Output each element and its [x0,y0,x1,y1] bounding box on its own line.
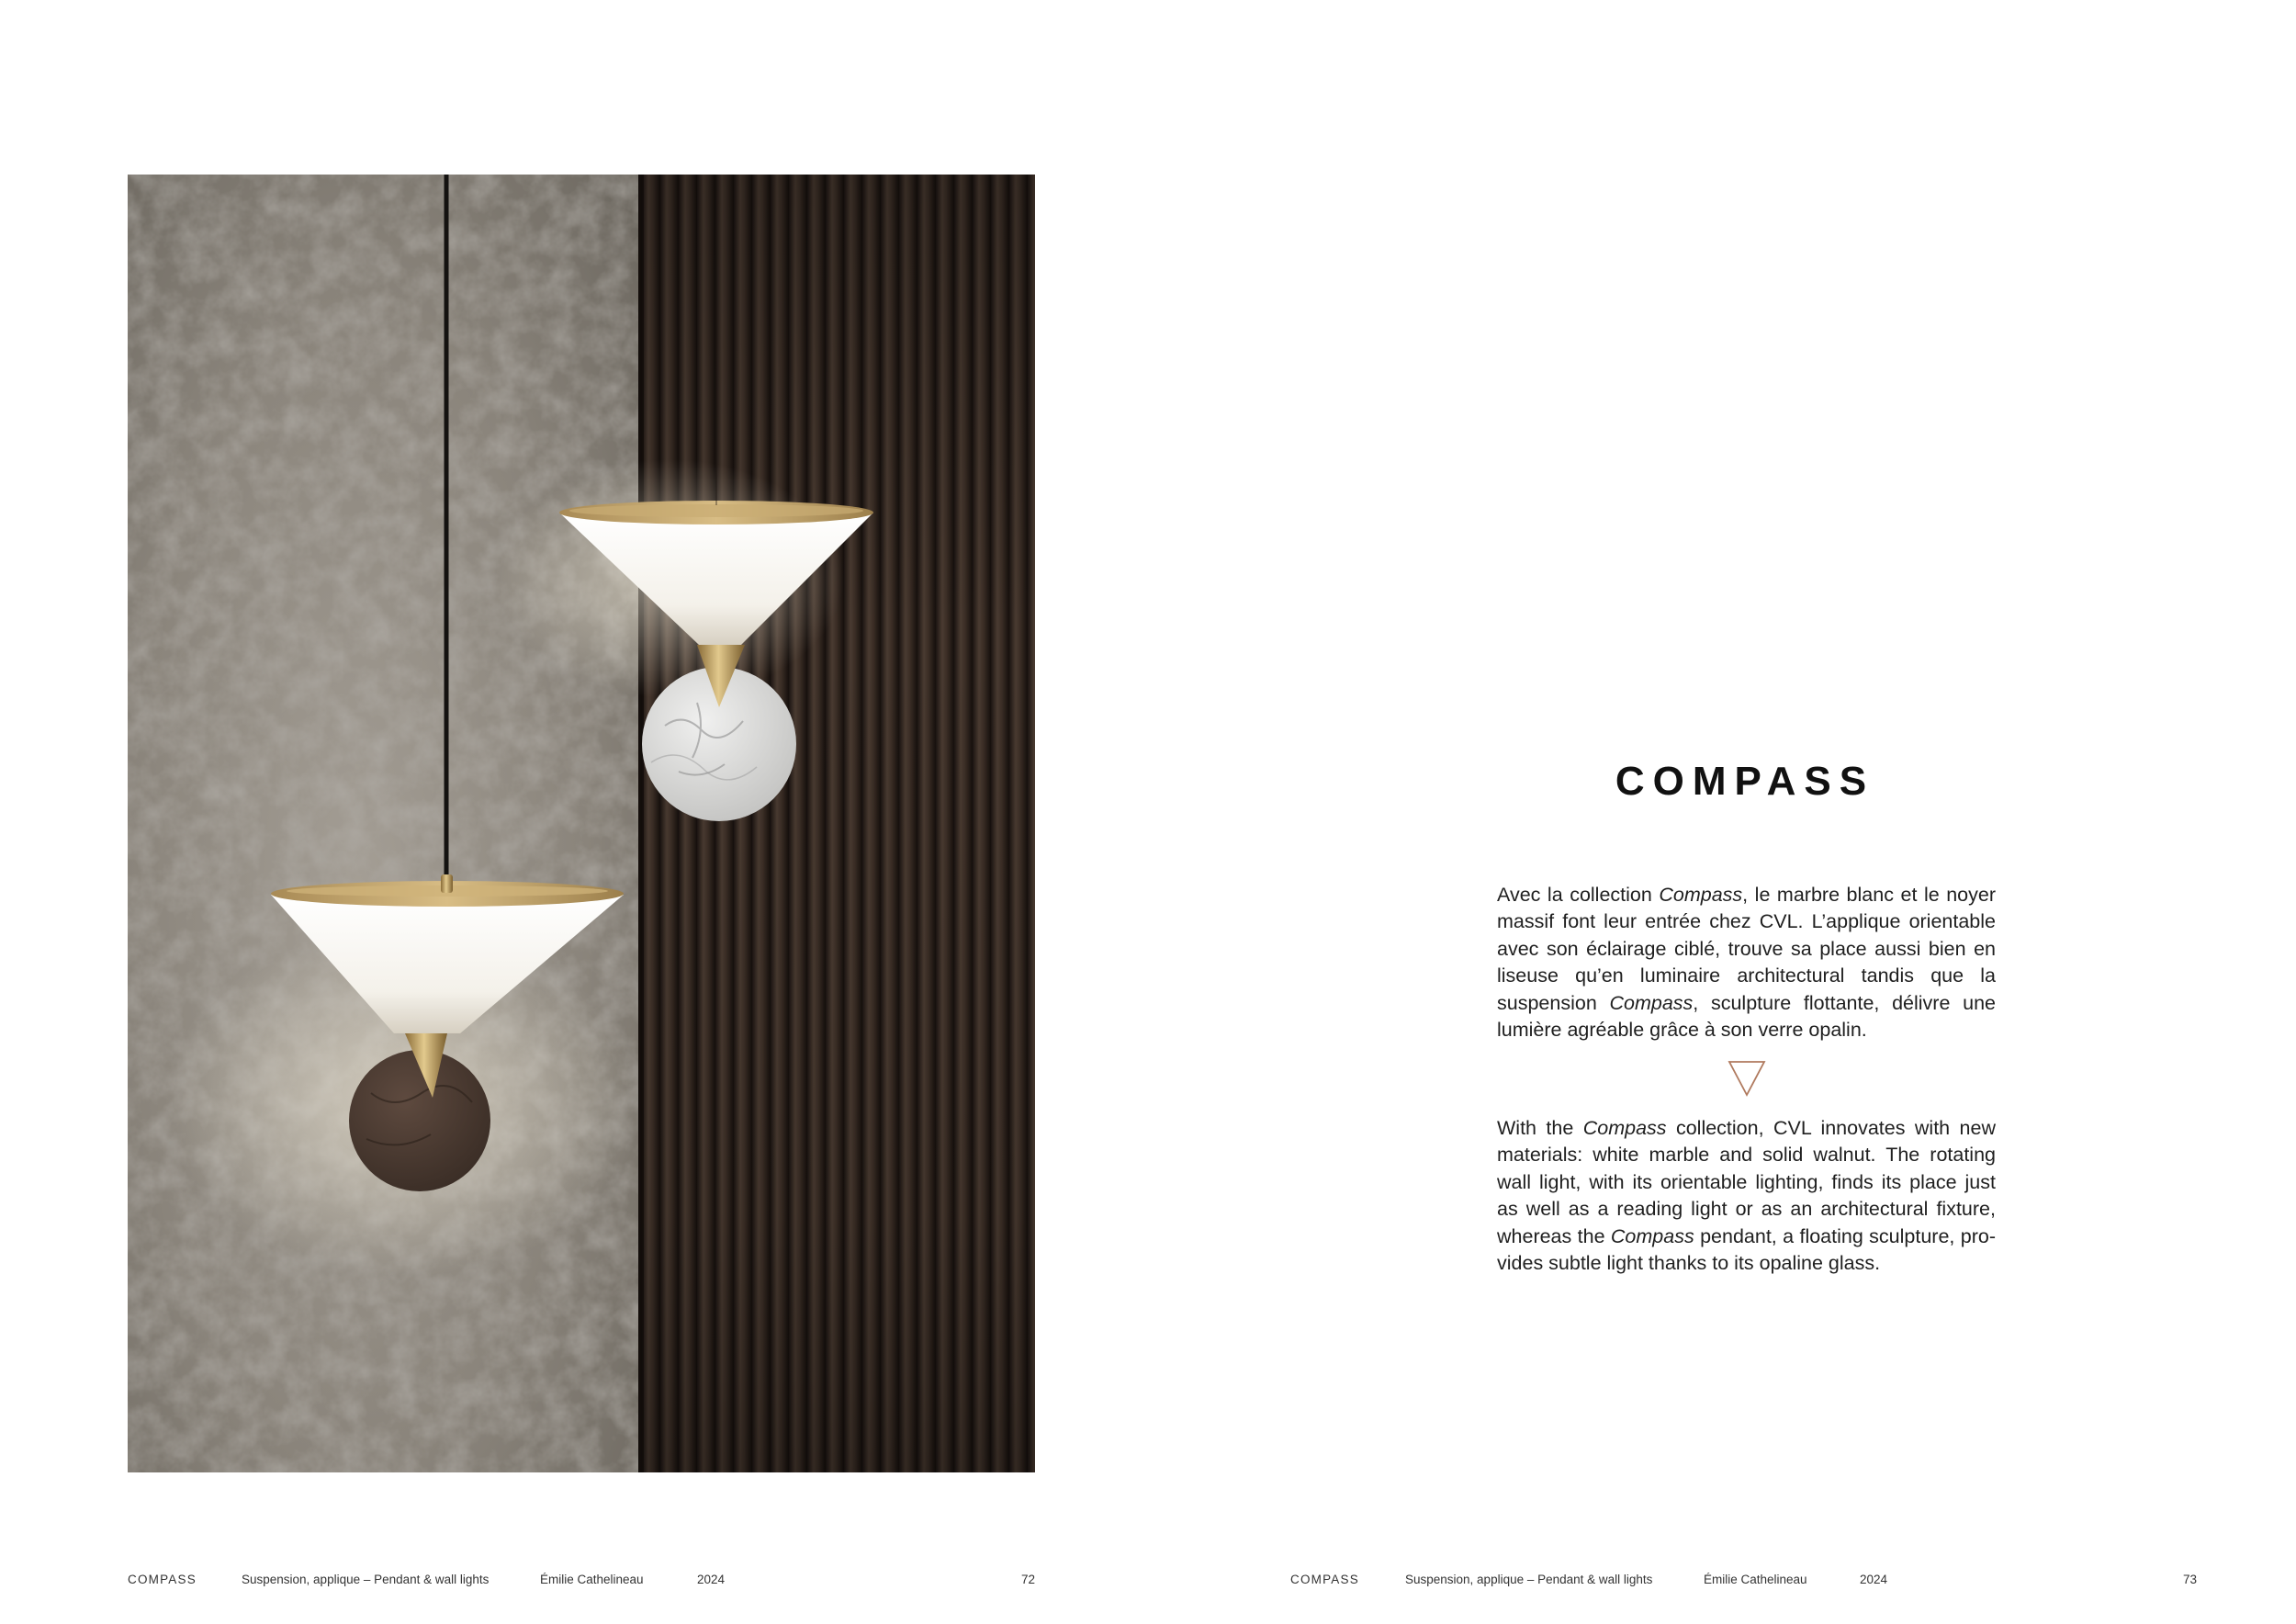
footer-category: Suspension, applique – Pendant & wall lights [1405,1573,1653,1586]
footer-collection: COMPASS [1290,1573,1359,1586]
footer-right [0,1573,2296,1591]
footer-year: 2024 [1860,1573,1888,1586]
footer-category: Suspension, applique – Pendant & wall lights [242,1573,490,1586]
compass-lamps-illustration [128,175,1035,1472]
page-number: 73 [2182,1573,2197,1586]
collection-title: COMPASS [1615,759,1875,804]
footer-year: 2024 [697,1573,726,1586]
page-number: 72 [1020,1573,1035,1586]
footer-designer: Émilie Cathelineau [1704,1573,1807,1586]
walnut-disc [349,1050,490,1191]
description-french: Avec la collection Compass, le marbre blanc et le noyer massif font leur entrée chez CVL. L’applique orientable avec son éclairage ciblé, trouve sa place aussi bien en liseuse qu’en luminaire architectural tandis que la suspension Compass, sculpture flottante, délivre une lumière agréable grâce à son verre opalin. [1497,884,1996,1042]
product-photo [128,175,1035,1472]
triangle-down-outline-icon [1727,1058,1767,1099]
footer-collection: COMPASS [128,1573,197,1586]
description-english: With the Compass collection, CVL innovates with new materials: white marble and solid walnut. The rotating wall light, with its orientable lighting, finds its place just as well as a reading light or as an architectural fixture, whereas the Compass pendant, a floating sculpture, pro-vides subtle light thanks to its opaline glass. [1497,1117,1996,1275]
footer-designer: Émilie Cathelineau [540,1573,644,1586]
